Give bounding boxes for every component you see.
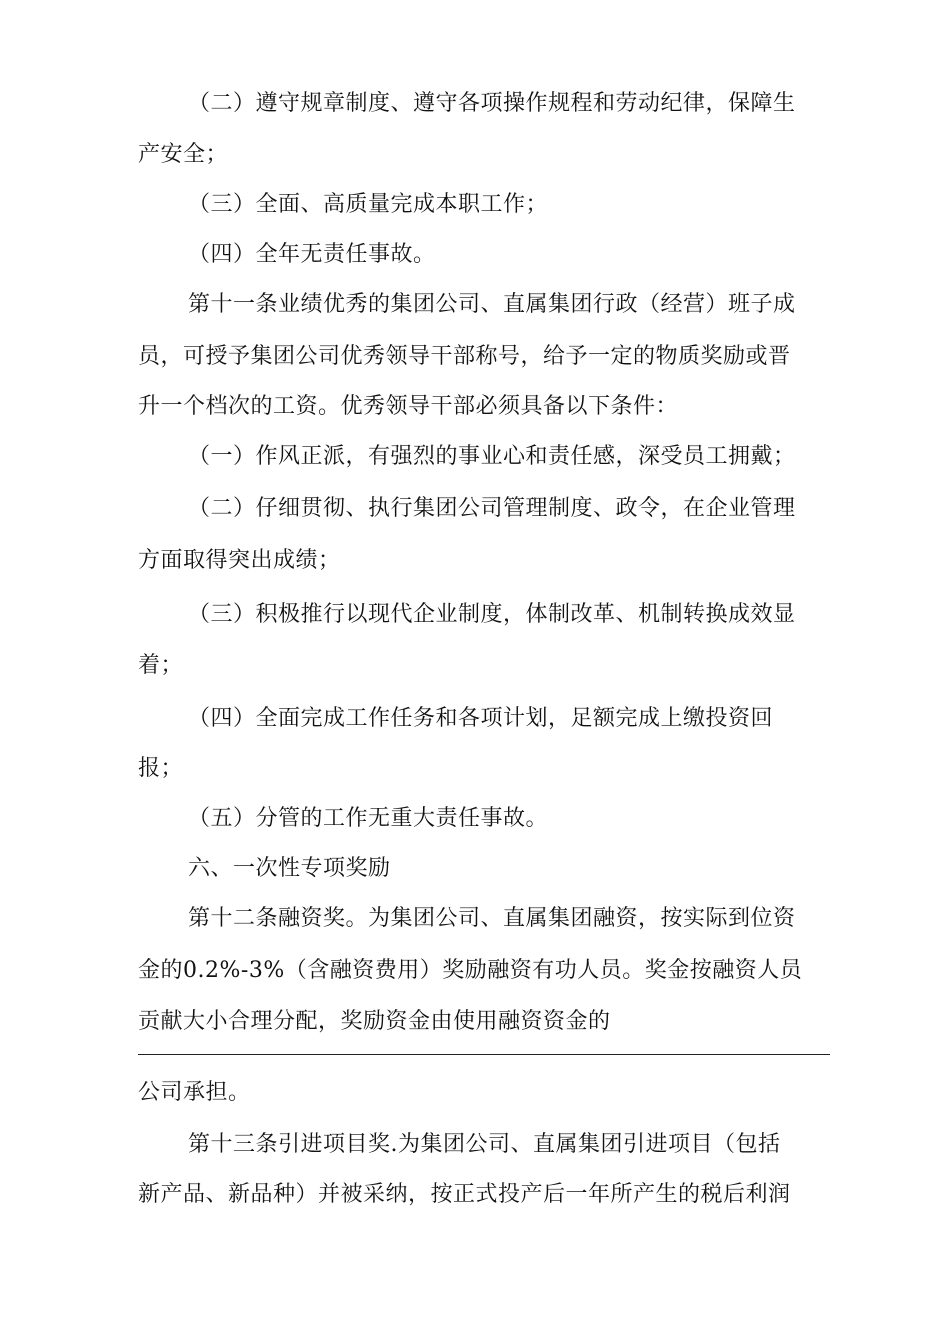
paragraph-line: 方面取得突出成绩； — [138, 548, 341, 573]
paragraph-line: （一）作风正派，有强烈的事业心和责任感，深受员工拥戴； — [188, 444, 796, 469]
paragraph-line: 第十二条融资奖。为集团公司、直属集团融资，按实际到位资 — [188, 906, 796, 931]
paragraph-line: 第十三条引进项目奖.为集团公司、直属集团引进项目（包括 — [188, 1132, 781, 1157]
paragraph-line: 着； — [138, 653, 184, 678]
paragraph-line: 员，可授予集团公司优秀领导干部称号，给予一定的物质奖励或晋 — [138, 344, 791, 369]
paragraph-line: 第十一条业绩优秀的集团公司、直属集团行政（经营）班子成 — [188, 292, 796, 317]
paragraph-line: （五）分管的工作无重大责任事故。 — [188, 806, 549, 831]
paragraph-line: （四）全年无责任事故。 — [188, 242, 436, 267]
section-heading: 六、一次性专项奖励 — [188, 856, 391, 881]
paragraph-line: 报； — [138, 756, 184, 781]
paragraph-line: （三）全面、高质量完成本职工作； — [188, 192, 549, 217]
paragraph-line: （四）全面完成工作任务和各项计划，足额完成上缴投资回 — [188, 706, 774, 731]
paragraph-line: 新产品、新品种）并被采纳，按正式投产后一年所产生的税后利润 — [138, 1182, 791, 1207]
paragraph-line: （二）遵守规章制度、遵守各项操作规程和劳动纪律，保障生 — [188, 91, 796, 116]
paragraph-line: 金的0.2%-3%（含融资费用）奖励融资有功人员。奖金按融资人员 — [138, 958, 803, 983]
paragraph-line: 贡献大小合理分配，奖励资金由使用融资资金的 — [138, 1009, 611, 1034]
paragraph-line: 升一个档次的工资。优秀领导干部必须具备以下条件： — [138, 394, 679, 419]
paragraph-line: 公司承担。 — [138, 1080, 251, 1105]
paragraph-line: （三）积极推行以现代企业制度，体制改革、机制转换成效显 — [188, 602, 796, 627]
paragraph-line: 产安全； — [138, 142, 229, 167]
page-divider — [138, 1054, 830, 1055]
paragraph-line: （二）仔细贯彻、执行集团公司管理制度、政令，在企业管理 — [188, 496, 796, 521]
